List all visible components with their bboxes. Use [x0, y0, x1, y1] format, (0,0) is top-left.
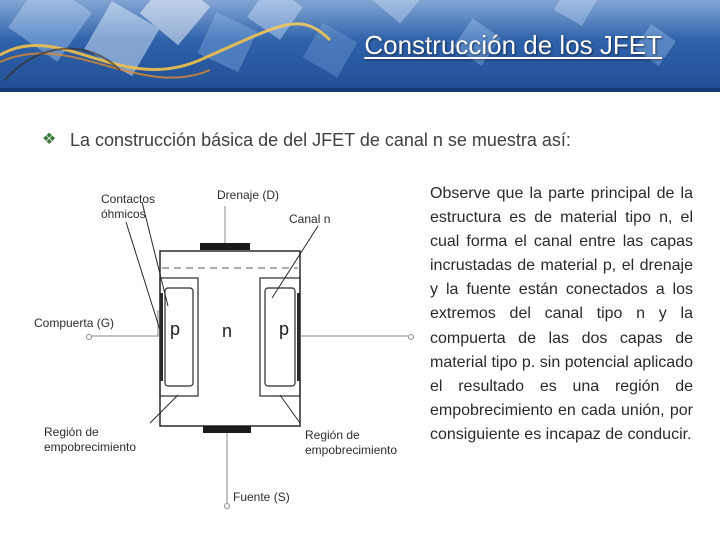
label-region-left-2: empobrecimiento [44, 440, 137, 454]
slide-header [0, 0, 720, 92]
label-region-left-1: Región de [44, 425, 99, 439]
label-n-center: n [222, 321, 233, 341]
label-fuente: Fuente (S) [233, 490, 290, 504]
label-contactos: Contactos [101, 192, 156, 206]
source-contact [203, 426, 251, 433]
label-region-right-1: Región de [305, 428, 360, 442]
left-gate-contact [160, 293, 163, 381]
jfet-construction-diagram [0, 180, 420, 520]
label-ohmicos: óhmicos [101, 207, 146, 221]
label-region-right-2: empobrecimiento [305, 443, 398, 457]
intro-text: La construcción básica de del JFET de canal n se muestra así: [70, 130, 571, 150]
diamond-bullet-icon: ❖ [42, 131, 57, 148]
label-drenaje: Drenaje (D) [217, 188, 280, 202]
label-p-left: p [170, 319, 181, 339]
slide-title: Construcción de los JFET [364, 30, 662, 60]
explanation-paragraph: Observe que la parte principal de la estructura es de material tipo n, el cual forma el canal entre las capas incrustadas de material p, el drenaje y la fuente están conectados a los extremos del canal tipo n y la compuerta de las dos capas de material tipo p. sin potencial aplicado el resultado es una región de empobrecimiento en cada unión, por consiguiente es incapaz de conducir. [430, 185, 693, 443]
label-p-right: p [279, 319, 290, 339]
right-gate-contact [297, 293, 300, 381]
label-compuerta: Compuerta (G) [34, 316, 115, 330]
label-canal-n: Canal n [289, 212, 331, 226]
drain-contact [200, 243, 250, 250]
